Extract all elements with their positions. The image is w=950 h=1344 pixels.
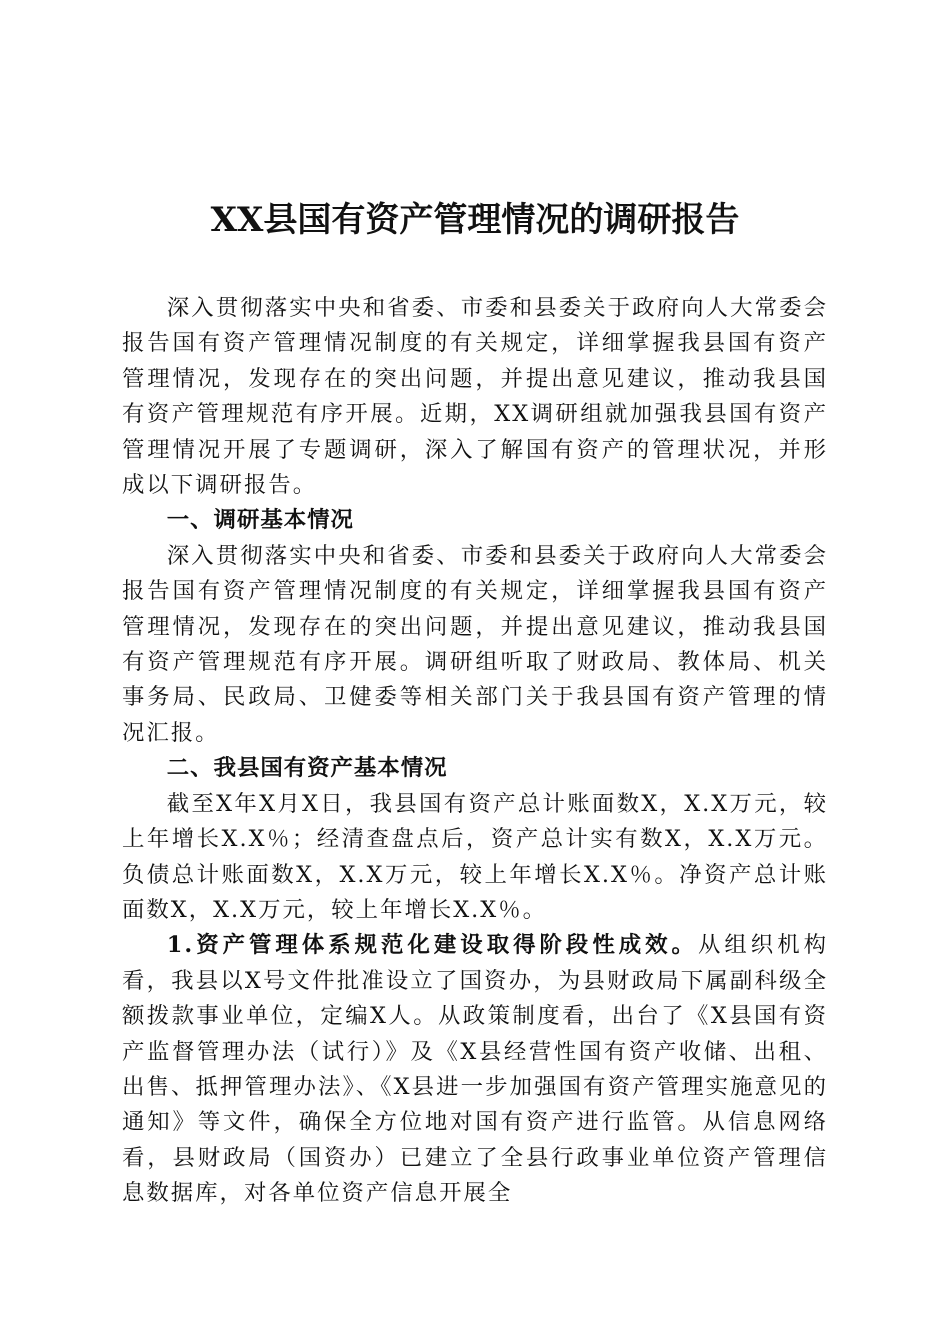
document-body bbox=[122, 291, 828, 1212]
section-2-paragraph: 截至X年X月X日，我县国有资产总计账面数X，X.X万元，较上年增长X.X％；经清查盘点后，资产总计实有数X，X.X万元。负债总计账面数X，X.X万元，较上年增长X.X％。净资产总计账面数X，X.X万元，较上年增长X.X％。 bbox=[122, 790, 828, 923]
item-1-body: 从组织机构看，我县以X号文件批准设立了国资办，为县财政局下属副科级全额拨款事业单位，定编X人。从政策制度看，出台了《X县国有资产监督管理办法（试行）》及《X县经营性国有资产收储、出租、出售、抵押管理办法》、《X县进一步加强国有资产管理实施意见的通知》等文件，确保全方位地对国有资产进行监管。从信息网络看，县财政局（国资办）已建立了全县行政事业单位资产管理信息数据库，对各单位资产信息开展全 bbox=[122, 932, 829, 1207]
item-1-paragraph bbox=[122, 928, 828, 1211]
section-heading-2: 二、我县国有资产基本情况 bbox=[166, 755, 448, 782]
section-1-paragraph: 深入贯彻落实中央和省委、市委和县委关于政府向人大常委会报告国有资产管理情况制度的有关规定，详细掌握我县国有资产管理情况，发现存在的突出问题，并提出意见建议，推动我县国有资产管理规范有序开展。调研组听取了财政局、教体局、机关事务局、民政局、卫健委等相关部门关于我县国有资产管理的情况汇报。 bbox=[122, 542, 828, 746]
document-title: XX县国有资产管理情况的调研报告 bbox=[210, 200, 740, 240]
item-1-lead: 1.资产管理体系规范化建设取得阶段性成效。 bbox=[166, 932, 698, 959]
section-heading-1: 一、调研基本情况 bbox=[166, 507, 354, 534]
intro-paragraph: 深入贯彻落实中央和省委、市委和县委关于政府向人大常委会报告国有资产管理情况制度的有关规定，详细掌握我县国有资产管理情况，发现存在的突出问题，并提出意见建议，推动我县国有资产管理规范有序开展。近期，XX调研组就加强我县国有资产管理情况开展了专题调研，深入了解国有资产的管理状况，并形成以下调研报告。 bbox=[122, 295, 828, 499]
